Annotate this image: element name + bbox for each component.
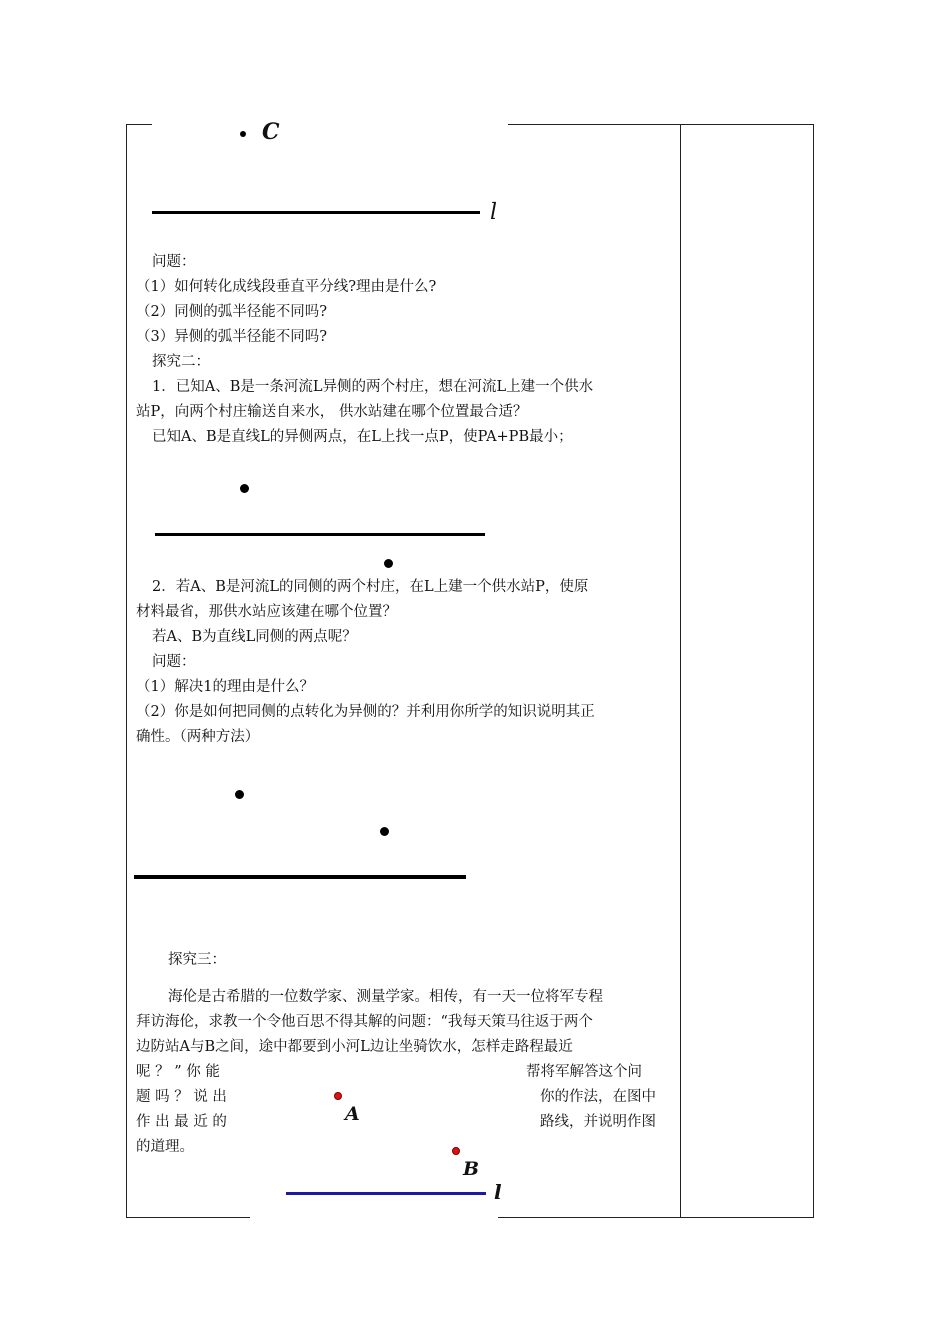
point-a-dot-fig3 xyxy=(235,790,244,799)
table-column-divider xyxy=(680,124,681,1218)
explore3-right2: 你的作法，在图中 xyxy=(540,1089,656,1105)
line-l-1 xyxy=(152,211,480,214)
line-l-1-label: l xyxy=(490,200,498,225)
line-fig3 xyxy=(134,875,466,879)
explore3-left1: 呢 ？ ” 你 能 xyxy=(136,1064,220,1080)
explore3-heading: 探究三： xyxy=(168,952,226,968)
point-a-dot-fig4 xyxy=(334,1092,342,1100)
explore3-left4: 的道理。 xyxy=(136,1139,194,1155)
explore3-left2: 题 吗 ？ 说 出 xyxy=(136,1089,227,1105)
point-a-dot-fig2 xyxy=(240,484,249,493)
point-b-dot-fig2 xyxy=(384,559,393,568)
explore2-p1-line2: 站P，向两个村庄输送自来水， 供水站建在哪个位置最合适？ xyxy=(136,404,528,420)
explore2-p1-line1: 1．已知A、B是一条河流L异侧的两个村庄，想在河流L上建一个供水 xyxy=(152,379,594,395)
point-c-label: C xyxy=(262,119,280,145)
explore3-line2: 拜访海伦，求教一个令他百思不得其解的问题：“我每天策马往返于两个 xyxy=(136,1014,593,1030)
point-b-dot-fig4 xyxy=(452,1147,460,1155)
line-l-fig4-label: l xyxy=(494,1180,502,1204)
explore2-p1-line3: 已知A、B是直线L的异侧两点，在L上找一点P，使PA+PB最小； xyxy=(152,429,573,445)
point-a-label-fig4: A xyxy=(345,1103,360,1125)
point-c-dot xyxy=(240,131,246,137)
point-b-dot-fig3 xyxy=(380,827,389,836)
section1-heading: 问题： xyxy=(152,254,196,270)
section1-q3: （3）异侧的弧半径能不同吗? xyxy=(136,329,327,345)
explore3-line3: 边防站A与B之间，途中都要到小河L边让坐骑饮水，怎样走路程最近 xyxy=(136,1039,573,1055)
section1-q2: （2）同侧的弧半径能不同吗? xyxy=(136,304,327,320)
explore3-left3: 作 出 最 近 的 xyxy=(136,1114,227,1130)
explore2-p2-line3: 若A、B为直线L同侧的两点呢？ xyxy=(152,629,357,645)
explore3-line1: 海伦是古希腊的一位数学家、测量学家。相传，有一天一位将军专程 xyxy=(168,989,603,1005)
explore2-q1: （1）解决1的理由是什么？ xyxy=(136,679,314,695)
explore3-right3: 路线，并说明作图 xyxy=(540,1114,656,1130)
explore2-q2-line2: 确性。（两种方法） xyxy=(136,729,260,745)
explore2-q-heading: 问题： xyxy=(152,654,196,670)
section1-q1: （1）如何转化成线段垂直平分线?理由是什么? xyxy=(136,279,437,295)
explore2-q2-line1: （2）你是如何把同侧的点转化为异侧的？并利用你所学的知识说明其正 xyxy=(136,704,595,720)
border-gap-bottom xyxy=(250,1216,498,1220)
explore2-heading: 探究二： xyxy=(152,354,210,370)
explore2-p2-line2: 材料最省，那供水站应该建在哪个位置？ xyxy=(136,604,397,620)
border-gap-top xyxy=(152,122,508,126)
explore3-right1: 帮将军解答这个问 xyxy=(526,1064,642,1080)
point-b-label-fig4: B xyxy=(463,1158,480,1180)
line-l-fig4 xyxy=(286,1192,486,1195)
line-fig2 xyxy=(155,533,485,536)
explore2-p2-line1: 2．若A、B是河流L的同侧的两个村庄，在L上建一个供水站P，使原 xyxy=(152,579,589,595)
